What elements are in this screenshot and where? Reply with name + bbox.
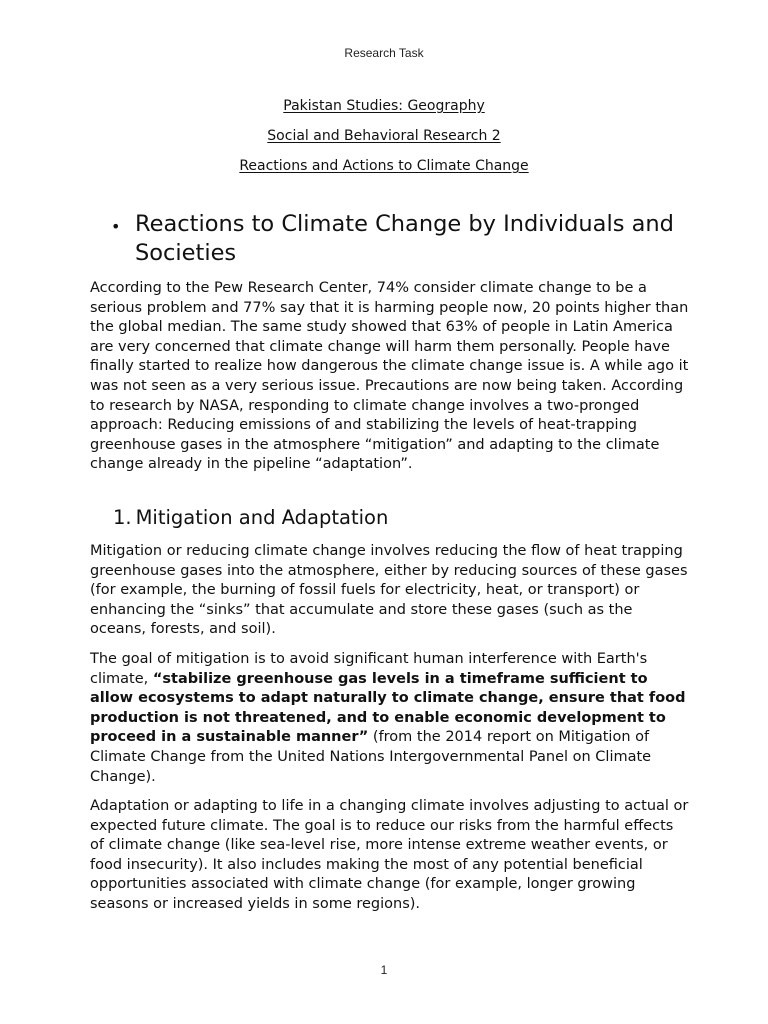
subject-title: Pakistan Studies: Geography [283,98,485,114]
section-heading-text: Mitigation and Adaptation [135,506,389,529]
intro-paragraph: According to the Pew Research Center, 74% consider climate change to be a serious problem and 77% say that it is harming people now, 20 points higher than the global median. The same study showed that 63% of people in Latin America are very concerned that climate change will harm them personally. People have finally started to realize how dangerous the climate change issue is. A while ago it was not seen as a very serious issue. Precautions are now being taken. According to research by NASA, responding to climate change involves a two-pronged approach: Reducing emissions of and stabilizing the levels of heat-trapping greenhouse gases in the atmosphere “mitigation” and adapting to the climate change already in the pipeline “adaptation”. [90,280,689,473]
section-heading-text: Reactions to Climate Change by Individuals and Societies [135,211,674,266]
mitigation-paragraph: Mitigation or reducing climate change involves reducing the flow of heat trapping greenhouse gases into the atmosphere, either by reducing sources of these gases (for example, the burning of fossil fuels for electricity, heat, or transport) or enhancing the “sinks” that accumulate and store these gases (such as the oceans, forests, and soil). [90,543,688,638]
title-block [0,91,768,181]
document-title: Reactions and Actions to Climate Change [239,158,529,174]
bullet-marker: • [111,217,121,236]
heading-number: 1. [113,506,132,529]
goal-text-start: The goal of mitigation is to avoid significant human interference with Earth's climate, [90,651,648,687]
course-title: Social and Behavioral Research 2 [267,128,501,144]
adaptation-paragraph: Adaptation or adapting to life in a changing climate involves adjusting to actual or expected future climate. The goal is to reduce our risks from the harmful effects of climate change (like sea-level rise, more intense extreme weather events, or food insecurity). It also includes making the most of any potential beneficial opportunities associated with climate change (for example, longer growing seasons or increased yields in some regions). [90,798,689,912]
page-number: 1 [380,963,388,977]
mitigation-goal-paragraph [90,650,690,787]
section-heading-mitigation [113,506,388,530]
section-heading-reactions [111,210,711,268]
goal-text-end: (from the 2014 report on Mitigation of Climate Change from the United Nations Intergovernmental Panel on Climate Change). [90,729,652,785]
page-header: Research Task [344,46,424,60]
goal-quote: “stabilize greenhouse gas levels in a timeframe sufficient to allow ecosystems to adapt naturally to climate change, ensure that food production is not threatened, and to enable economic development to proceed in a sustainable manner” [90,670,686,746]
